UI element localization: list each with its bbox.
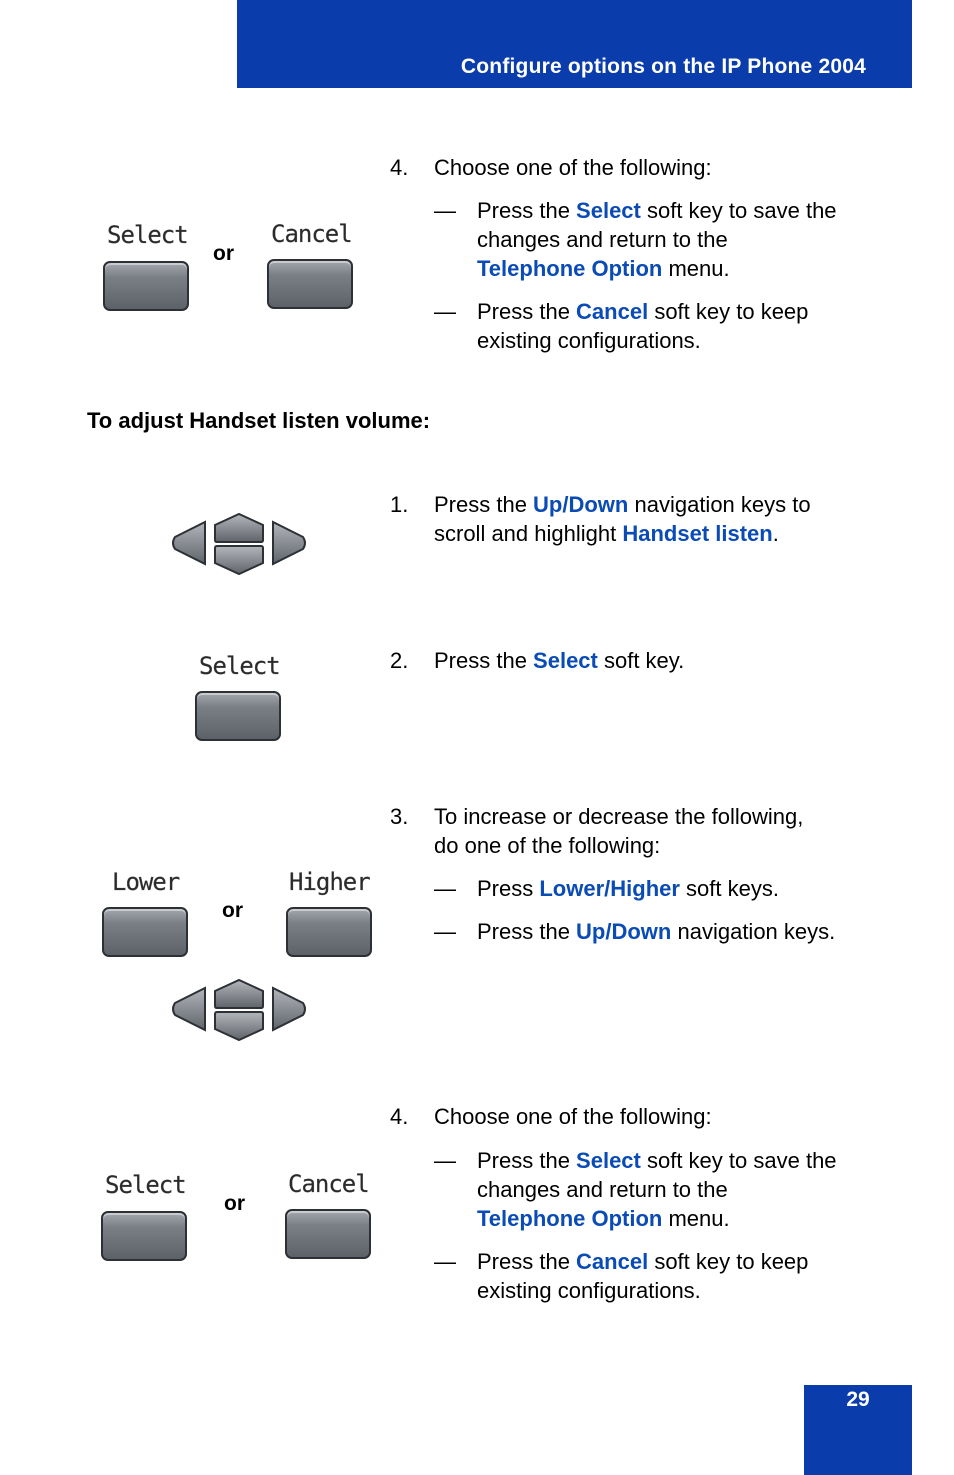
step-text: Press the Up/Down navigation keys to [434, 492, 811, 517]
cancel-key-label: Cancel [271, 220, 352, 248]
cancel-soft-key[interactable] [267, 259, 353, 309]
step-text: Press the Select soft key. [434, 648, 685, 673]
or-label: or [222, 899, 243, 922]
header-bar [237, 0, 912, 88]
select-key-label: Select [107, 221, 188, 249]
option-text: changes and return to the [477, 227, 728, 252]
option-text: Press the Up/Down navigation keys. [477, 919, 836, 944]
up-down-keyword: Up/Down [533, 492, 629, 517]
option-text: existing configurations. [477, 1278, 701, 1303]
option-text: Press the Cancel soft key to keep [477, 299, 809, 324]
select-keyword: Select [576, 198, 641, 223]
select-keyword: Select [533, 648, 598, 673]
lower-higher-keyword: Lower/Higher [539, 876, 680, 901]
step-number: 4. [390, 1104, 409, 1129]
select-keyword: Select [576, 1148, 641, 1173]
select-soft-key[interactable] [103, 261, 189, 311]
section-heading: To adjust Handset listen volume: [87, 408, 431, 433]
cancel-key-label: Cancel [288, 1170, 369, 1198]
option-dash: — [434, 1249, 456, 1274]
step-text: Choose one of the following: [434, 1104, 712, 1129]
option-text: existing configurations. [477, 328, 701, 353]
option-dash: — [434, 876, 456, 901]
option-text: Press the Cancel soft key to keep [477, 1249, 809, 1274]
select-soft-key[interactable] [195, 691, 281, 741]
select-key-label: Select [199, 652, 280, 680]
option-dash: — [434, 299, 456, 324]
navigation-keys-icon[interactable] [171, 978, 307, 1044]
option-text: Telephone Option menu. [477, 1206, 730, 1231]
higher-key-label: Higher [289, 868, 370, 896]
telephone-option-keyword: Telephone Option [477, 1206, 663, 1231]
step-number: 2. [390, 648, 409, 673]
page-number: 29 [846, 1388, 870, 1411]
up-down-keyword: Up/Down [576, 919, 672, 944]
step-text: Choose one of the following: [434, 155, 712, 180]
or-label: or [213, 242, 234, 265]
page-header-title: Configure options on the IP Phone 2004 [460, 55, 866, 78]
page-number-box [804, 1385, 912, 1475]
option-dash: — [434, 919, 456, 944]
option-text: changes and return to the [477, 1177, 728, 1202]
step-text: To increase or decrease the following, [434, 804, 804, 829]
step-text: do one of the following: [434, 833, 661, 858]
option-text: Press the Select soft key to save the [477, 1148, 837, 1173]
lower-soft-key[interactable] [102, 907, 188, 957]
higher-soft-key[interactable] [286, 907, 372, 957]
handset-listen-keyword: Handset listen [622, 521, 773, 546]
step-number: 1. [390, 492, 409, 517]
telephone-option-keyword: Telephone Option [477, 256, 663, 281]
option-dash: — [434, 1148, 456, 1173]
lower-key-label: Lower [112, 868, 180, 896]
step-text: scroll and highlight Handset listen. [434, 521, 779, 546]
cancel-keyword: Cancel [576, 299, 649, 324]
option-text: Press Lower/Higher soft keys. [477, 876, 779, 901]
option-text: Press the Select soft key to save the [477, 198, 837, 223]
or-label: or [224, 1192, 245, 1215]
navigation-keys-icon[interactable] [171, 512, 307, 578]
cancel-keyword: Cancel [576, 1249, 649, 1274]
select-key-label: Select [105, 1171, 186, 1199]
option-text: Telephone Option menu. [477, 256, 730, 281]
step-number: 4. [390, 155, 409, 180]
cancel-soft-key[interactable] [285, 1209, 371, 1259]
step-number: 3. [390, 804, 409, 829]
select-soft-key[interactable] [101, 1211, 187, 1261]
option-dash: — [434, 198, 456, 223]
